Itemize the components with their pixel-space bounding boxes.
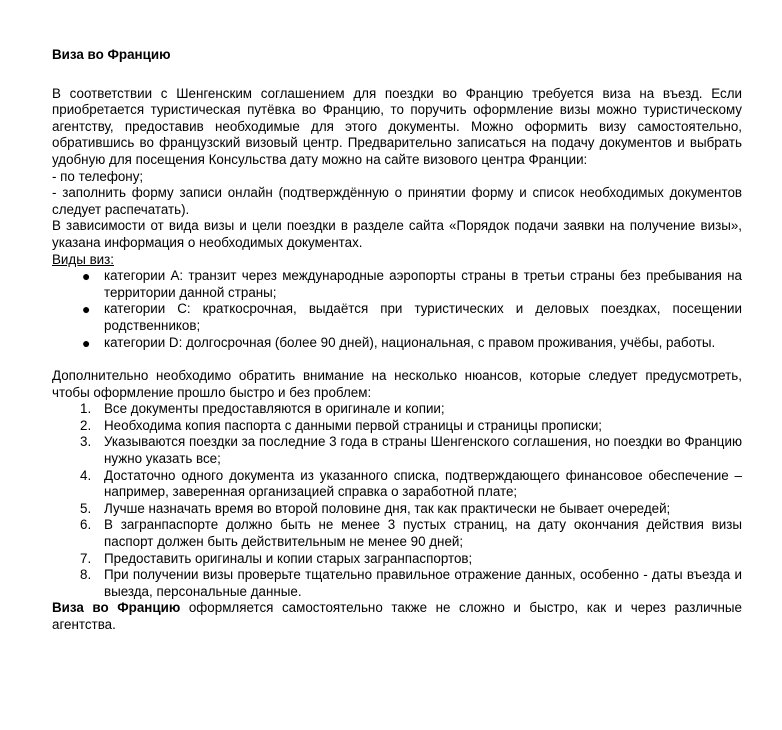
bullet-icon: ● [82, 301, 91, 318]
nuances-list [52, 401, 742, 600]
list-item [52, 301, 742, 334]
item-number: 6. [80, 517, 92, 533]
option-online: - заполнить форму записи онлайн (подтверждённую о принятии форму и список необходимых документов следует распечатать). [52, 185, 742, 217]
list-item [52, 468, 742, 501]
item-text: При получении визы проверьте тщательно правильное отражение данных, особенно - даты въезда и выезда, персональные данные. [104, 567, 742, 599]
list-item [52, 501, 742, 518]
closing-paragraph [52, 600, 742, 633]
additional-paragraph: Дополнительно необходимо обратить внимание на несколько нюансов, которые следует предусмотреть, чтобы оформление прошло быстро и без проблем: [52, 368, 742, 400]
item-number: 8. [80, 567, 92, 583]
item-text: Предоставить оригиналы и копии старых загранпаспортов; [104, 550, 473, 566]
visa-types-list [52, 268, 742, 351]
list-item [52, 567, 742, 600]
closing-bold-phrase: Виза во Францию [52, 600, 181, 616]
bullet-icon: ● [82, 268, 91, 285]
list-item [52, 434, 742, 467]
bullet-icon: ● [82, 334, 91, 351]
list-item [52, 517, 742, 550]
document-page [52, 47, 742, 634]
item-number: 2. [80, 417, 92, 433]
list-item [52, 268, 742, 301]
list-item [52, 335, 742, 352]
visa-type-c: категории С: краткосрочная, выдаётся при туристических и деловых поездках, посещении родственников; [104, 301, 742, 333]
item-text: Все документы предоставляются в оригинале и копии; [104, 401, 445, 417]
visa-types-heading: Виды виз: [52, 251, 115, 267]
item-text: В загранпаспорте должно быть не менее 3 пустых страниц, на дату окончания действия визы паспорт должен быть действительным не менее 90 дней; [104, 517, 742, 550]
item-number: 7. [80, 550, 92, 566]
item-number: 4. [80, 467, 92, 483]
visa-type-a: категории А: транзит через международные аэропорты страны в третьи страны без пребывания на территории данной страны; [104, 268, 742, 300]
option-phone: - по телефону; [52, 168, 144, 184]
document-title: Виза во Францию [52, 47, 171, 62]
item-text: Достаточно одного документа из указанного списка, подтверждающего финансовое обеспечение – например, заверенная организацией справка о заработной плате; [104, 467, 742, 500]
item-number: 1. [80, 401, 92, 417]
list-item [52, 401, 742, 418]
closing-text: оформляется самостоятельно также не сложно и быстро, как и через различные агентства. [52, 600, 742, 632]
item-number: 3. [80, 434, 92, 450]
visa-type-d: категории D: долгосрочная (более 90 дней), национальная, с правом проживания, учёбы, работы. [104, 334, 716, 350]
item-number: 5. [80, 500, 92, 516]
dependency-paragraph: В зависимости от вида визы и цели поездки в разделе сайта «Порядок подачи заявки на получение визы», указана информация о необходимых документах. [52, 218, 742, 250]
intro-paragraph: В соответствии с Шенгенским соглашением для поездки во Францию требуется виза на въезд. Если приобретается туристическая путёвка во Францию, то поручить оформление визы можно туристическому агентству, предоставив необходимые для этого документы. Можно оформить визу самостоятельно, обратившись во французский визовый центр. Предварительно записаться на подачу документов и выбрать удобную для посещения Консульства дату можно на сайте визового центра Франции: [52, 85, 742, 167]
item-text: Необходима копия паспорта с данными первой страницы и страницы прописки; [104, 417, 603, 433]
list-item [52, 418, 742, 435]
item-text: Лучше назначать время во второй половине дня, так как практически не бывает очередей; [104, 500, 671, 516]
list-item [52, 551, 742, 568]
item-text: Указываются поездки за последние 3 года в страны Шенгенского соглашения, но поездки во Францию нужно указать все; [104, 434, 742, 467]
